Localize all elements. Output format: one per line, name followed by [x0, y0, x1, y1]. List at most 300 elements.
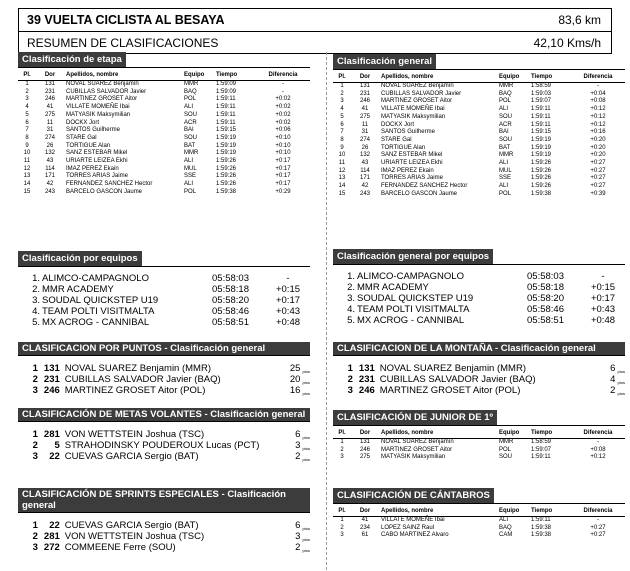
- table-row: [333, 525, 625, 533]
- col-diff: Diferencia: [256, 72, 310, 81]
- table-row: [18, 166, 310, 174]
- list-item: [333, 304, 625, 315]
- rank: 3: [340, 98, 344, 105]
- table-row: [333, 91, 625, 99]
- points-unit: ptos: [302, 526, 310, 531]
- bib: 11: [361, 121, 369, 128]
- rank: 4.: [347, 304, 355, 315]
- rider-name: CUEVAS GARCIA Sergio (BAT): [64, 451, 199, 462]
- list-item: [18, 295, 310, 306]
- table-row: [18, 173, 310, 181]
- rank: 15: [338, 190, 346, 197]
- table-row: [333, 447, 625, 455]
- time: 1:59:19: [531, 152, 552, 159]
- table-header: [333, 74, 625, 83]
- gap: +0:17: [275, 173, 291, 180]
- rider-name: NOVAL SUAREZ Benjamín: [381, 83, 454, 89]
- time: 1:59:11: [216, 96, 236, 103]
- col-diff: Diferencia: [571, 508, 625, 517]
- bib: 274: [359, 136, 370, 143]
- time: 1:59:11: [216, 111, 236, 118]
- team-code: SOU: [499, 136, 513, 143]
- rank: 2: [340, 524, 344, 531]
- rank: 2.: [347, 282, 355, 293]
- table-row: [333, 137, 625, 145]
- table-row: [18, 189, 310, 197]
- general-team-classification: [333, 249, 625, 326]
- table-row: [18, 158, 310, 166]
- table-row: [333, 98, 625, 106]
- col-time: Tiempo: [529, 430, 571, 439]
- section-title: CLASIFICACION DE LA MONTAÑA - Clasificación general: [333, 342, 625, 356]
- team-name: MX ACROG - CANNIBAL: [357, 315, 465, 326]
- ranking-table: [333, 74, 625, 199]
- section-title: CLASIFICACIÓN DE METAS VOLANTES - Clasificación general: [18, 408, 310, 422]
- col-dor: Dor: [351, 430, 379, 439]
- team-code: BAQ: [499, 90, 512, 97]
- gap: +0:48: [275, 317, 301, 328]
- col-dor: Dor: [351, 74, 379, 83]
- bib: 272: [43, 542, 60, 553]
- gap: -: [282, 88, 284, 95]
- team-code: ALI: [184, 104, 194, 111]
- time: 1:59:09: [216, 81, 237, 87]
- gap: +0:04: [590, 90, 606, 97]
- time: 05:58:03: [212, 273, 249, 284]
- time: 05:58:46: [212, 306, 249, 317]
- team-code: ALI: [499, 160, 509, 167]
- time: 1:59:26: [531, 175, 552, 182]
- time: 1:59:07: [531, 98, 552, 105]
- bib: 171: [44, 173, 55, 180]
- table-row: [333, 168, 625, 176]
- gap: +0:27: [590, 160, 606, 167]
- table-row: [333, 129, 625, 137]
- table-row: [18, 112, 310, 120]
- points: 6: [610, 363, 616, 374]
- col-name: Apellidos, nombre: [379, 508, 497, 517]
- rider-name: VILLATE MOMEÑE Ibai: [381, 106, 445, 113]
- report-header: [18, 8, 612, 54]
- stage-classification: [18, 52, 310, 197]
- table-row: [18, 104, 310, 112]
- rider-name: IMAZ PEREZ Ekain: [381, 167, 434, 174]
- col-pl: Pl.: [18, 72, 36, 81]
- gap: -: [597, 439, 599, 445]
- table-row: [333, 122, 625, 130]
- rider-name: MARTINEZ GROSET Aitor (POL): [64, 385, 206, 396]
- ranking-table: [18, 72, 310, 197]
- time: 05:58:51: [212, 317, 249, 328]
- gap: +0:17: [590, 293, 616, 304]
- table-row: [333, 532, 625, 540]
- list-item: [18, 520, 310, 531]
- list-item: [18, 385, 310, 396]
- report-subtitle: RESUMEN DE CLASIFICACIONES: [27, 35, 219, 50]
- rank: 12: [23, 165, 31, 172]
- rank: 14: [338, 183, 346, 190]
- table-row: [333, 454, 625, 462]
- time: 1:59:11: [531, 121, 551, 128]
- general-classification: [333, 54, 625, 199]
- time: 1:59:38: [531, 190, 552, 197]
- bib: 243: [44, 188, 55, 195]
- rank: 5: [340, 113, 344, 120]
- points: 3: [295, 440, 301, 451]
- time: 1:59:26: [216, 158, 237, 165]
- list-item: [18, 363, 310, 374]
- bib: 26: [46, 142, 54, 149]
- time: 1:59:38: [531, 524, 552, 531]
- time: 1:59:26: [531, 160, 552, 167]
- bib: 275: [44, 111, 55, 118]
- table-row: [333, 517, 625, 525]
- section-title: Clasificación general por equipos: [333, 249, 625, 265]
- gap: +0:20: [590, 144, 606, 151]
- gap: +0:10: [275, 134, 291, 141]
- section-title: Clasificación de etapa: [18, 52, 310, 68]
- team-code: BAQ: [184, 88, 197, 95]
- time: 1:59:11: [216, 104, 236, 111]
- team-name: ALIMCO-CAMPAGNOLO: [357, 271, 464, 282]
- time: 1:59:11: [531, 106, 551, 113]
- special-sprints-classification: [18, 488, 310, 553]
- gap: +0:15: [275, 284, 301, 295]
- points-unit: ptos: [302, 380, 310, 385]
- bib: 42: [361, 183, 369, 190]
- team-code: POL: [499, 446, 512, 453]
- rank: 1: [32, 429, 38, 440]
- rank: 11: [338, 160, 346, 167]
- team-code: BAQ: [499, 524, 512, 531]
- rider-name: URIARTE LEIZEA Ekhi: [381, 160, 443, 167]
- team-name: ALIMCO-CAMPAGNOLO: [42, 273, 149, 284]
- team-code: POL: [184, 96, 197, 103]
- bib: 171: [359, 175, 370, 182]
- points: 25: [289, 363, 301, 374]
- rider-name: STARE Gal: [66, 134, 97, 141]
- rank: 3.: [32, 295, 40, 306]
- table-row: [18, 150, 310, 158]
- rank: 2: [32, 440, 38, 451]
- rider-name: STRAHODINSKY POUDEROUX Lucas (PCT): [64, 440, 260, 451]
- time: 05:58:20: [212, 295, 249, 306]
- time: 1:59:11: [531, 454, 551, 461]
- rider-name: MARTINEZ GROSET Aitor (POL): [379, 385, 521, 396]
- team-code: SOU: [499, 113, 513, 120]
- rank: 3: [340, 454, 344, 461]
- bib: 114: [360, 167, 370, 174]
- list-item: [18, 317, 310, 328]
- table-header: [333, 508, 625, 517]
- time: 05:58:18: [212, 284, 249, 295]
- points: 2: [295, 451, 301, 462]
- section-title: CLASIFICACIÓN DE JUNIOR DE 1º: [333, 410, 625, 426]
- rank: 5.: [32, 317, 40, 328]
- bib: 132: [44, 150, 55, 157]
- gap: +0:02: [275, 96, 291, 103]
- team-code: CAM: [499, 532, 513, 539]
- rank: 10: [23, 150, 31, 157]
- rank: 3: [25, 96, 29, 103]
- bib: 42: [46, 181, 54, 188]
- rider-name: SANTOS Guilherme: [66, 127, 120, 134]
- bib: 31: [46, 127, 54, 134]
- table-row: [333, 183, 625, 191]
- table-row: [333, 160, 625, 168]
- rider-name: NOVAL SUAREZ Benjamin (MMR): [64, 363, 211, 374]
- team-code: SSE: [499, 175, 512, 182]
- bib: 281: [43, 429, 60, 440]
- table-row: [333, 83, 625, 91]
- rider-name: CUEVAS GARCIA Sergio (BAT): [64, 520, 199, 531]
- bib: 231: [44, 88, 55, 95]
- table-row: [18, 181, 310, 189]
- table-row: [18, 81, 310, 89]
- rank: 3: [32, 385, 38, 396]
- gap: +0:02: [275, 111, 291, 118]
- rank: 3: [340, 532, 344, 539]
- col-diff: Diferencia: [571, 74, 625, 83]
- list-item: [333, 374, 625, 385]
- bib: 31: [361, 129, 369, 136]
- rider-name: SANTOS Guilherme: [381, 129, 435, 136]
- list-item: [333, 293, 625, 304]
- bib: 246: [44, 96, 55, 103]
- bib: 131: [44, 81, 55, 87]
- bib: 231: [359, 90, 370, 97]
- rider-name: DOCKX Jort: [66, 119, 100, 126]
- team-code: SOU: [184, 134, 198, 141]
- bib: 132: [359, 152, 370, 159]
- table-row: [333, 145, 625, 153]
- time: 05:58:18: [527, 282, 564, 293]
- bib: 41: [46, 104, 54, 111]
- average-speed: 42,10 Kms/h: [533, 35, 601, 50]
- rider-name: COMMEENE Ferre (SOU): [64, 542, 176, 553]
- gap: +0:17: [275, 165, 291, 172]
- rank: 12: [338, 167, 346, 174]
- col-team: Equipo: [497, 430, 529, 439]
- col-name: Apellidos, nombre: [379, 74, 497, 83]
- points-classification: [18, 342, 310, 396]
- team-code: BAI: [184, 127, 194, 134]
- time: 1:59:26: [531, 167, 552, 174]
- rank: 2: [340, 446, 344, 453]
- gap: +0:27: [590, 175, 606, 182]
- bib: 41: [361, 517, 369, 523]
- table-header: [18, 72, 310, 81]
- rider-name: VON WETTSTEIN Joshua (TSC): [64, 531, 205, 542]
- rider-name: CABO MARTINEZ Alvaro: [381, 532, 449, 539]
- team-name: SOUDAL QUICKSTEP U19: [42, 295, 159, 306]
- gap: +0:27: [590, 167, 606, 174]
- rank: 4: [340, 106, 344, 113]
- rider-name: TORTIGUE Alan: [381, 144, 426, 151]
- gap: +0:29: [275, 188, 291, 195]
- time: 1:59:19: [531, 136, 552, 143]
- col-pl: Pl.: [333, 74, 351, 83]
- team-code: ACR: [499, 121, 512, 128]
- rider-name: BARCELO GASCON Jaume: [66, 188, 143, 195]
- points: 16: [289, 385, 301, 396]
- list-item: [18, 374, 310, 385]
- bib: 275: [359, 113, 370, 120]
- team-code: MMR: [499, 152, 514, 159]
- team-code: ACR: [184, 119, 197, 126]
- rider-name: DOCKX Jort: [381, 121, 415, 128]
- team-code: BAI: [499, 129, 509, 136]
- points: 2: [610, 385, 616, 396]
- team-code: ALI: [184, 181, 194, 188]
- team-code: SSE: [184, 173, 197, 180]
- team-code: SOU: [184, 111, 198, 118]
- time: 05:58:46: [527, 304, 564, 315]
- bib: 274: [44, 134, 55, 141]
- bib: 26: [361, 144, 369, 151]
- gap: +0:27: [590, 532, 606, 539]
- table-header: [333, 430, 625, 439]
- time: 1:59:19: [216, 134, 237, 141]
- rank: 3: [32, 542, 38, 553]
- gap: +0:17: [275, 295, 301, 306]
- col-time: Tiempo: [529, 74, 571, 83]
- bib: 131: [358, 363, 375, 374]
- points-unit: ptos: [302, 457, 310, 462]
- time: 1:59:26: [216, 165, 237, 172]
- bib: 234: [359, 524, 370, 531]
- rider-name: URIARTE LEIZEA Ekhi: [66, 158, 128, 165]
- list-item: [18, 284, 310, 295]
- time: 1:59:26: [531, 183, 552, 190]
- rank: 13: [338, 175, 346, 182]
- rider-name: MARTINEZ GROSET Aitor: [381, 446, 453, 453]
- rider-name: TORTIGUE Alan: [66, 142, 111, 149]
- team-code: POL: [184, 188, 197, 195]
- time: 05:58:03: [527, 271, 564, 282]
- bib: 246: [43, 385, 60, 396]
- time: 1:59:11: [531, 113, 551, 120]
- points-unit: ptos: [302, 548, 310, 553]
- gap: +0:10: [275, 150, 291, 157]
- list-item: [18, 542, 310, 553]
- gap: +0:16: [590, 129, 606, 136]
- team-code: POL: [499, 98, 512, 105]
- rider-name: CUBILLAS SALVADOR Javier (BAQ): [379, 374, 536, 385]
- list-item: [333, 385, 625, 396]
- time: 1:58:59: [531, 83, 552, 89]
- rider-name: SANZ ESTEBAR Mikel: [381, 152, 443, 159]
- rank: 2.: [32, 284, 40, 295]
- gap: +0:12: [590, 454, 606, 461]
- gap: +0:48: [590, 315, 616, 326]
- gap: +0:02: [275, 119, 291, 126]
- gap: +0:12: [590, 121, 606, 128]
- time: 1:59:15: [216, 127, 237, 134]
- points-unit: ptos: [302, 537, 310, 542]
- gap: +0:43: [275, 306, 301, 317]
- rank: 2: [25, 88, 29, 95]
- col-pl: Pl.: [333, 430, 351, 439]
- column-divider: [326, 52, 327, 570]
- time: 1:58:59: [531, 439, 552, 445]
- rank: 2: [347, 374, 353, 385]
- team-code: SOU: [499, 454, 513, 461]
- rank: 15: [23, 188, 31, 195]
- header-row-subtitle: [19, 31, 611, 53]
- bib: 243: [359, 190, 370, 197]
- bib: 41: [361, 106, 369, 113]
- col-time: Tiempo: [214, 72, 256, 81]
- rider-name: STARE Gal: [381, 136, 412, 143]
- table-row: [333, 191, 625, 199]
- race-title: 39 VUELTA CICLISTA AL BESAYA: [27, 13, 225, 27]
- bib: 114: [45, 165, 55, 172]
- rider-name: VILLATE MOMEÑE Ibai: [66, 104, 130, 111]
- team-code: MUL: [184, 165, 197, 172]
- bib: 281: [43, 531, 60, 542]
- col-diff: Diferencia: [571, 430, 625, 439]
- gap: +0:08: [590, 98, 606, 105]
- rank: 9: [340, 144, 344, 151]
- rider-name: NOVAL SUAREZ Benjamín: [66, 81, 139, 87]
- rider-name: CUBILLAS SALVADOR Javier: [66, 88, 147, 95]
- gap: -: [282, 81, 284, 87]
- table-row: [333, 175, 625, 183]
- rider-name: SANZ ESTEBAR Mikel: [66, 150, 128, 157]
- time: 1:59:07: [531, 446, 552, 453]
- rank: 7: [340, 129, 344, 136]
- section-title: CLASIFICACIÓN DE SPRINTS ESPECIALES - Clasificación general: [18, 488, 310, 513]
- bib: 131: [43, 363, 60, 374]
- bib: 61: [361, 532, 369, 539]
- race-distance: 83,6 km: [558, 13, 601, 27]
- team-code: MMR: [184, 150, 199, 157]
- list-item: [333, 363, 625, 374]
- section-title: CLASIFICACIÓN DE CÁNTABROS: [333, 488, 625, 504]
- points: 20: [289, 374, 301, 385]
- table-row: [333, 152, 625, 160]
- team-code: ALI: [499, 517, 509, 523]
- table-row: [18, 143, 310, 151]
- bib: 246: [359, 98, 370, 105]
- bib: 43: [46, 158, 54, 165]
- points: 6: [295, 429, 301, 440]
- team-code: POL: [499, 190, 512, 197]
- time: 1:59:15: [531, 129, 552, 136]
- rank: 1: [347, 363, 353, 374]
- rank: 5.: [347, 315, 355, 326]
- time: 1:59:11: [531, 517, 551, 523]
- header-row-title: [19, 9, 611, 31]
- team-code: MUL: [499, 167, 512, 174]
- time: 1:59:38: [531, 532, 552, 539]
- gap: -: [597, 517, 599, 523]
- rider-name: MATYASIK Maksymilian: [381, 113, 446, 120]
- rider-name: LOPEZ SAINZ Raul: [381, 524, 435, 531]
- table-row: [333, 114, 625, 122]
- time: 1:59:26: [216, 173, 237, 180]
- points-unit: ptos: [617, 369, 625, 374]
- table-row: [18, 120, 310, 128]
- time: 1:59:03: [531, 90, 552, 97]
- table-row: [18, 127, 310, 135]
- rank: 7: [25, 127, 29, 134]
- gap: +0:43: [590, 304, 616, 315]
- col-team: Equipo: [497, 508, 529, 517]
- points-unit: ptos: [302, 369, 310, 374]
- bib: 246: [358, 385, 375, 396]
